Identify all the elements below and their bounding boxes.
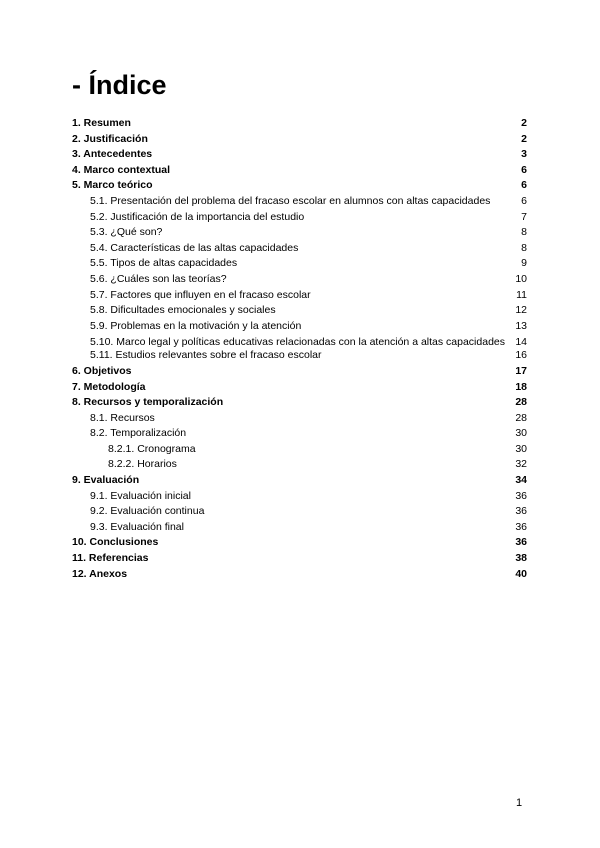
toc-entry-label: 5. Marco teórico: [72, 179, 153, 192]
toc-entry-label: 12. Anexos: [72, 567, 128, 580]
toc-entry-page: 40: [515, 567, 527, 580]
toc-entry[interactable]: [72, 520, 527, 536]
toc-entry[interactable]: [72, 163, 527, 179]
toc-entry[interactable]: [72, 395, 527, 411]
toc-entry-page: 12: [515, 304, 527, 317]
toc-entry-label: 5.2. Justificación de la importancia del estudio: [90, 210, 305, 223]
toc-entry-page: 2: [521, 117, 527, 129]
toc-entry-label: 4. Marco contextual: [72, 163, 171, 176]
toc-entry-page: 8: [521, 226, 527, 239]
toc-entry[interactable]: [72, 272, 527, 288]
toc-entry-label: 8.1. Recursos: [90, 411, 155, 424]
toc-entry-label: 9.2. Evaluación continua: [90, 505, 205, 518]
toc-entry[interactable]: [72, 426, 527, 442]
toc-entry-label: 5.7. Factores que influyen en el fracaso escolar: [90, 288, 311, 301]
toc-entry[interactable]: [72, 364, 527, 380]
toc-entry-page: 6: [521, 179, 527, 192]
toc-entry[interactable]: [72, 225, 527, 241]
page-number: 1: [516, 797, 523, 809]
toc-entry-label: 5.11. Estudios relevantes sobre el fracaso escolar: [90, 349, 322, 362]
toc-entry[interactable]: [72, 535, 527, 551]
toc-entry[interactable]: [72, 132, 527, 148]
toc-entry[interactable]: [72, 380, 527, 396]
toc-entry-page: 30: [515, 442, 527, 455]
toc-entry[interactable]: [72, 411, 527, 427]
toc-entry[interactable]: [72, 551, 527, 567]
toc-entry[interactable]: [72, 210, 527, 226]
toc-entry-label: 8.2.1. Cronograma: [108, 442, 196, 455]
toc-entry-page: 6: [521, 163, 527, 176]
toc-entry-page: 36: [515, 505, 527, 518]
toc-entry-label: 9.3. Evaluación final: [90, 520, 184, 533]
toc-entry-label: 8. Recursos y temporalización: [72, 396, 224, 409]
toc-entry-label: 5.4. Características de las altas capacidades: [90, 241, 299, 254]
toc-entry-page: 9: [521, 257, 527, 270]
toc-entry-label: 9. Evaluación: [72, 474, 140, 487]
toc-entry-page: 36: [515, 536, 527, 549]
table-of-contents: [72, 116, 527, 582]
toc-entry[interactable]: [72, 489, 527, 505]
toc-entry-label: 3. Antecedentes: [72, 148, 153, 161]
page-title: - Índice: [72, 70, 167, 100]
toc-entry-page: 14: [515, 336, 527, 349]
toc-entry-label: 5.9. Problemas en la motivación y la atención: [90, 319, 302, 332]
toc-entry-page: 38: [515, 552, 527, 565]
toc-entry-label: 5.3. ¿Qué son?: [90, 226, 163, 239]
toc-entry-page: 36: [515, 520, 527, 533]
toc-entry-page: 11: [516, 288, 527, 301]
toc-entry-page: 3: [521, 148, 527, 161]
toc-entry-page: 34: [515, 474, 527, 487]
toc-entry[interactable]: [72, 319, 527, 335]
toc-entry[interactable]: [72, 288, 527, 304]
toc-entry[interactable]: [72, 334, 527, 348]
toc-entry[interactable]: [72, 567, 527, 583]
toc-entry[interactable]: [72, 457, 527, 473]
toc-entry-label: 5.5. Tipos de altas capacidades: [90, 257, 238, 270]
toc-entry-page: 10: [515, 272, 527, 285]
toc-entry[interactable]: [72, 442, 527, 458]
toc-entry[interactable]: [72, 116, 527, 132]
toc-entry-label: 5.8. Dificultades emocionales y sociales: [90, 304, 276, 317]
toc-entry-label: 8.2.2. Horarios: [108, 458, 177, 471]
toc-entry[interactable]: [72, 348, 527, 364]
toc-entry[interactable]: [72, 504, 527, 520]
toc-entry-page: 8: [521, 241, 527, 254]
toc-entry[interactable]: [72, 303, 527, 319]
toc-entry-label: 10. Conclusiones: [72, 536, 159, 549]
toc-entry[interactable]: [72, 256, 527, 272]
toc-entry-page: 16: [515, 349, 527, 362]
toc-entry-page: 36: [515, 489, 527, 502]
toc-entry-page: 13: [515, 319, 527, 332]
toc-entry-label: 5.6. ¿Cuáles son las teorías?: [90, 272, 227, 285]
toc-entry-label: 1. Resumen: [72, 117, 131, 129]
toc-entry-page: 7: [521, 210, 527, 223]
toc-entry-label: 2. Justificación: [72, 132, 148, 145]
toc-entry-page: 6: [521, 194, 527, 207]
toc-entry-label: 5.10. Marco legal y políticas educativas relacionadas con la atención a altas capacidades: [90, 336, 506, 349]
toc-entry-label: 11. Referencias: [72, 552, 149, 565]
toc-entry-label: 6. Objetivos: [72, 364, 132, 377]
toc-entry-page: 28: [515, 411, 527, 424]
toc-entry[interactable]: [72, 147, 527, 163]
toc-entry-page: 32: [515, 458, 527, 471]
toc-entry-label: 7. Metodología: [72, 380, 146, 393]
toc-entry-page: 2: [521, 132, 527, 145]
toc-entry[interactable]: [72, 473, 527, 489]
toc-entry-label: 5.1. Presentación del problema del fracaso escolar en alumnos con altas capacidades: [90, 194, 491, 207]
toc-entry-page: 18: [515, 380, 527, 393]
toc-entry-page: 30: [515, 427, 527, 440]
toc-entry-page: 17: [515, 364, 527, 377]
toc-entry-page: 28: [515, 396, 527, 409]
toc-entry[interactable]: [72, 241, 527, 257]
toc-entry[interactable]: [72, 194, 527, 210]
toc-entry-label: 9.1. Evaluación inicial: [90, 489, 191, 502]
toc-entry-label: 8.2. Temporalización: [90, 427, 187, 440]
toc-entry[interactable]: [72, 178, 527, 194]
